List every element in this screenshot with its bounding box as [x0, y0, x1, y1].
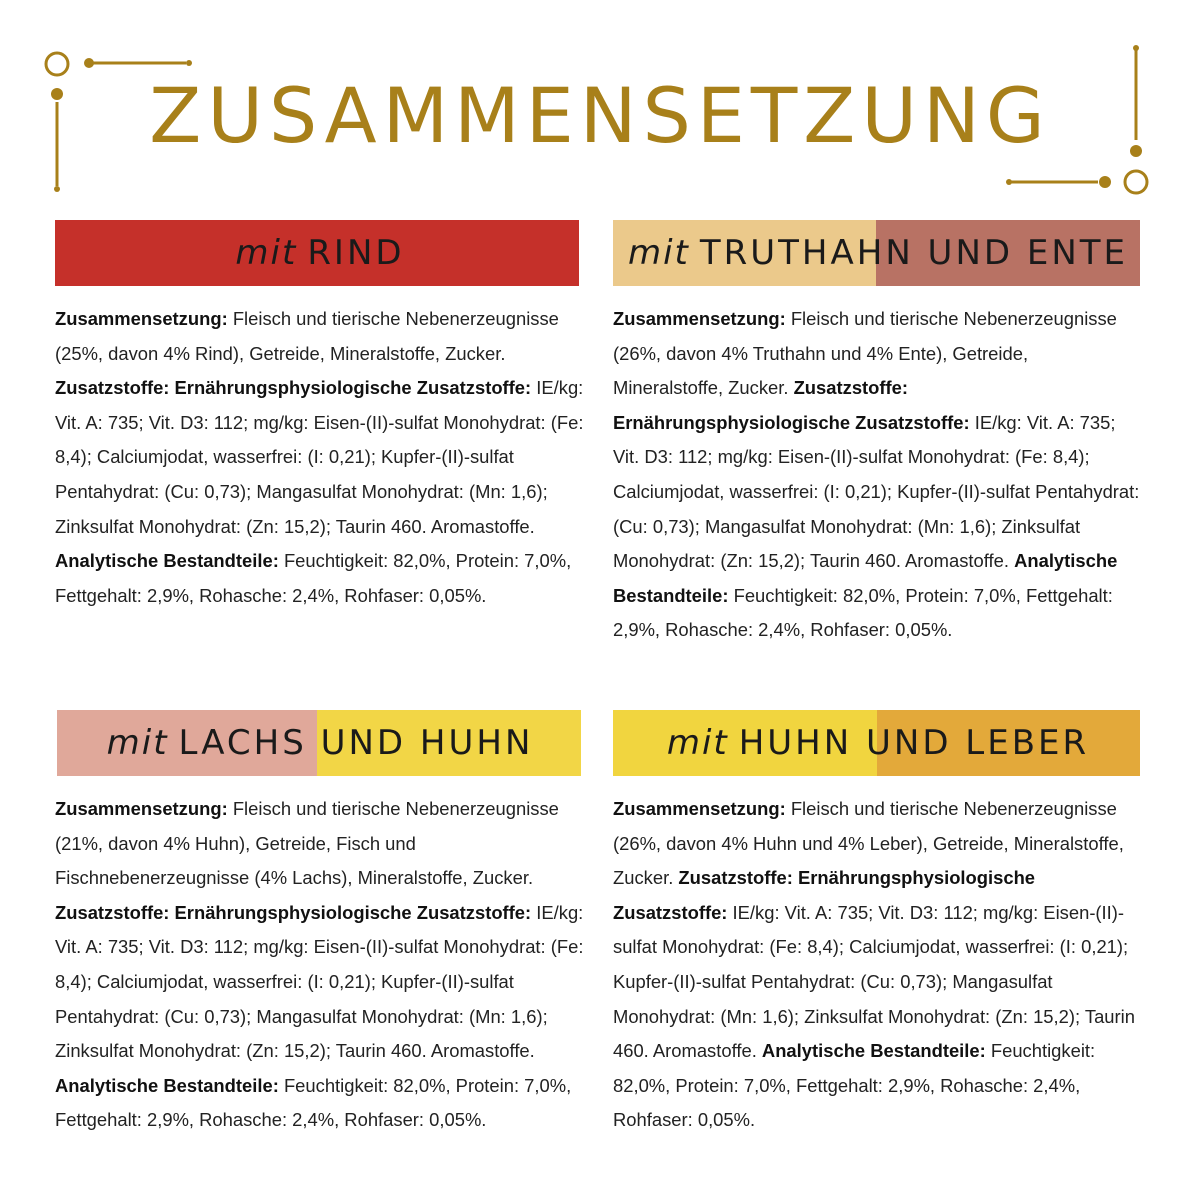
banner-label — [107, 723, 534, 763]
text-zusatzstoffe: IE/kg: Vit. A: 735; Vit. D3: 112; mg/kg: Eisen-(II)-sulfat Monohydrat: (Fe: 8,4); Calciumjodat, wasserfrei: (I: 0,21); Kupfer-(II)-sulfat Pentahydrat: (Cu: 0,73); Mangasulfat Monohydrat: (Mn: 1,6); Zinksulfat Monohydrat: (Zn: 15,2); Taurin 460. Aromastoffe. — [613, 411, 1140, 572]
text-analytische-bestandteile: Feuchtigkeit: 82,0%, Protein: 7,0%, Fettgehalt: 2,9%, Rohasche: 2,4%, Rohfaser: 0,05%. — [613, 1040, 1096, 1131]
ornament-dot — [1006, 179, 1012, 185]
text-zusatzstoffe: IE/kg: Vit. A: 735; Vit. D3: 112; mg/kg: Eisen-(II)-sulfat Monohydrat: (Fe: 8,4); Calciumjodat, wasserfrei: (I: 0,21); Kupfer-(II)-sulfat Pentahydrat: (Cu: 0,73); Mangasulfat Monohydrat: (Mn: 1,6); Zinksulfat Monohydrat: (Zn: 15,2); Taurin 460. Aromastoffe. — [55, 901, 584, 1062]
ornament-ring-bottom-right — [1125, 171, 1147, 193]
banner-name: RIND — [307, 233, 405, 273]
ornament-dot — [186, 60, 192, 66]
text-zusammensetzung: Fleisch und tierische Nebenerzeugnisse (25%, davon 4% Rind), Getreide, Mineralstoffe, Zucker. — [55, 308, 559, 364]
text-analytische-bestandteile: Feuchtigkeit: 82,0%, Protein: 7,0%, Fettgehalt: 2,9%, Rohasche: 2,4%, Rohfaser: 0,05%. — [55, 550, 572, 606]
banner-huhn-leber — [613, 710, 1143, 776]
text-zusatzstoffe: IE/kg: Vit. A: 735; Vit. D3: 112; mg/kg: Eisen-(II)-sulfat Monohydrat: (Fe: 8,4); Calciumjodat, wasserfrei: (I: 0,21); Kupfer-(II)-sulfat Pentahydrat: (Cu: 0,73); Mangasulfat Monohydrat: (Mn: 1,6); Zinksulfat Monohydrat: (Zn: 15,2); Taurin 460. Aromastoffe. — [613, 901, 1135, 1062]
banner-truthahn-ente — [613, 220, 1143, 286]
composition-text — [55, 302, 585, 613]
banner-label — [235, 233, 404, 273]
ornament-ring-top-left — [46, 53, 68, 75]
heading-zusatzstoffe: Zusatzstoffe: Ernährungsphysiologische Zusatzstoffe: — [55, 377, 532, 399]
banner-label — [628, 233, 1128, 273]
heading-zusatzstoffe: Zusatzstoffe: Ernährungsphysiologische Zusatzstoffe: — [613, 377, 970, 433]
heading-zusatzstoffe: Zusatzstoffe: Ernährungsphysiologische Zusatzstoffe: — [55, 901, 532, 923]
banner-mit: mit — [627, 233, 690, 273]
section-rind — [55, 220, 585, 613]
composition-text — [613, 792, 1143, 1138]
ornament-dot — [54, 186, 60, 192]
ornament-dot — [84, 58, 94, 68]
text-zusatzstoffe: IE/kg: Vit. A: 735; Vit. D3: 112; mg/kg: Eisen-(II)-sulfat Monohydrat: (Fe: 8,4); Calciumjodat, wasserfrei: (I: 0,21); Kupfer-(II)-sulfat Pentahydrat: (Cu: 0,73); Mangasulfat Monohydrat: (Mn: 1,6); Zinksulfat Monohydrat: (Zn: 15,2); Taurin 460. Aromastoffe. — [55, 377, 584, 537]
ornament-dot — [1099, 176, 1111, 188]
section-lachs-huhn — [55, 710, 585, 1138]
heading-zusammensetzung: Zusammensetzung: — [55, 798, 228, 819]
text-zusammensetzung: Fleisch und tierische Nebenerzeugnisse (21%, davon 4% Huhn), Getreide, Fisch und Fischnebenerzeugnisse (4% Lachs), Mineralstoffe, Zucker. — [55, 798, 559, 889]
heading-analytische-bestandteile: Analytische Bestandteile: — [55, 550, 279, 572]
banner-label — [667, 723, 1089, 763]
banner-name: LACHS UND HUHN — [178, 723, 534, 763]
banner-mit: mit — [235, 233, 298, 273]
heading-analytische-bestandteile: Analytische Bestandteile: — [613, 550, 1118, 606]
page-title: ZUSAMMENSETZUNG — [149, 71, 1051, 160]
composition-text — [55, 792, 585, 1138]
heading-zusammensetzung: Zusammensetzung: — [613, 798, 786, 819]
heading-zusammensetzung: Zusammensetzung: — [55, 308, 228, 329]
heading-analytische-bestandteile: Analytische Bestandteile: — [55, 1074, 279, 1096]
banner-lachs-huhn — [55, 710, 585, 776]
heading-zusatzstoffe: Zusatzstoffe: Ernährungsphysiologische Zusatzstoffe: — [613, 867, 1036, 923]
heading-zusammensetzung: Zusammensetzung: — [613, 308, 786, 329]
heading-analytische-bestandteile: Analytische Bestandteile: — [761, 1040, 986, 1062]
composition-text — [613, 302, 1143, 648]
section-huhn-leber — [613, 710, 1143, 1138]
banner-rind — [55, 220, 585, 286]
text-analytische-bestandteile: Feuchtigkeit: 82,0%, Protein: 7,0%, Fettgehalt: 2,9%, Rohasche: 2,4%, Rohfaser: 0,05%. — [55, 1074, 572, 1131]
text-analytische-bestandteile: Feuchtigkeit: 82,0%, Protein: 7,0%, Fettgehalt: 2,9%, Rohasche: 2,4%, Rohfaser: 0,05%. — [613, 584, 1113, 641]
text-zusammensetzung: Fleisch und tierische Nebenerzeugnisse (26%, davon 4% Huhn und 4% Leber), Getreide, Mineralstoffe, Zucker. — [613, 798, 1124, 889]
banner-name: HUHN UND LEBER — [738, 723, 1090, 763]
ornament-dot — [1133, 45, 1139, 51]
banner-mit: mit — [666, 723, 729, 763]
banner-name: TRUTHAHN UND ENTE — [699, 233, 1129, 273]
text-zusammensetzung: Fleisch und tierische Nebenerzeugnisse (26%, davon 4% Truthahn und 4% Ente), Getreide, Mineralstoffe, Zucker. — [613, 308, 1117, 399]
section-truthahn-ente — [613, 220, 1143, 648]
banner-mit: mit — [106, 723, 169, 763]
